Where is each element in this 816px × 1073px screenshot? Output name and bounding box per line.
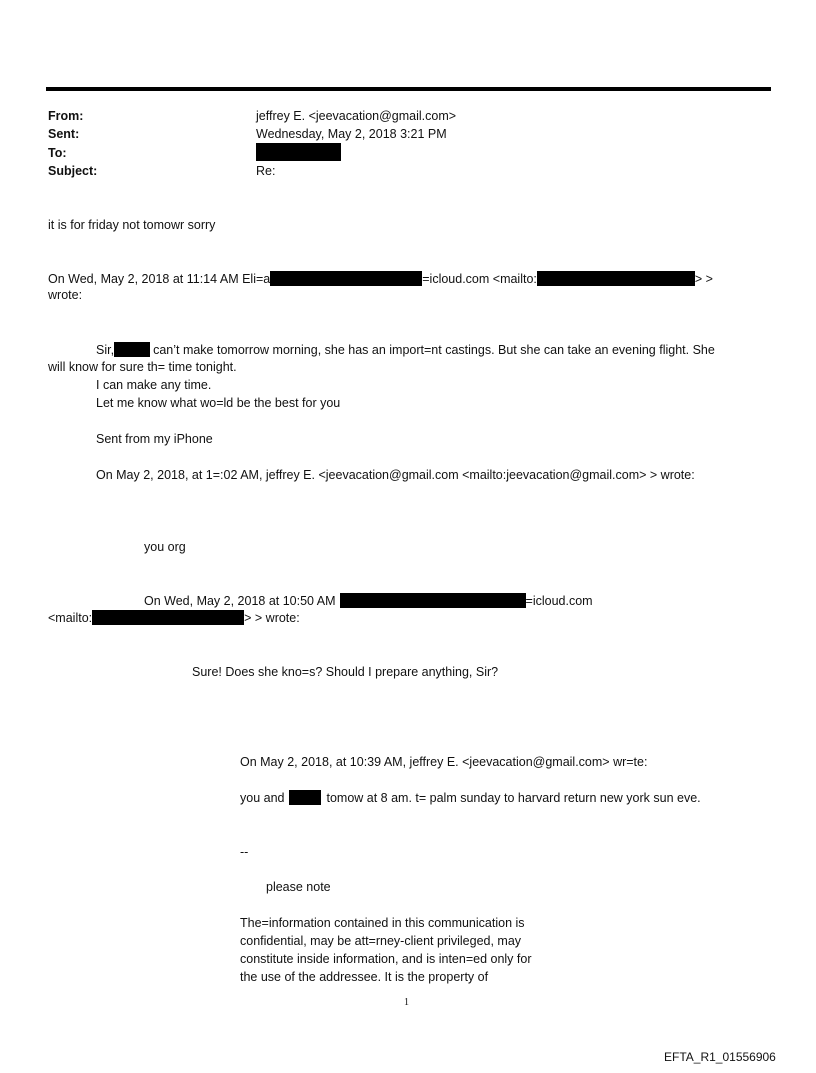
disclaimer-line-3: constitute inside information, and is inten=ed only for [240, 952, 532, 966]
name-redaction [114, 342, 150, 357]
to-redaction [256, 143, 341, 161]
sent-label: Sent: [48, 127, 80, 141]
disclaimer-line-4: the use of the addressee. It is the property of [240, 970, 489, 984]
msg2-rest: can’t make tomorrow morning, she has an import=nt castings. But she can take an evening flight. She [153, 343, 715, 357]
subject-value: Re: [256, 164, 276, 178]
document-id: EFTA_R1_01556906 [664, 1050, 776, 1064]
msg3-line: you org [144, 540, 186, 554]
email-redaction [340, 593, 526, 608]
disclaimer-line-1: The=information contained in this communication is [240, 916, 525, 930]
subject-label: Subject: [48, 164, 98, 178]
msg4-line: Sure! Does she kno=s? Should I prepare anything, Sir? [192, 665, 499, 679]
msg2-sent-from: Sent from my iPhone [96, 432, 213, 446]
header-rule [46, 87, 771, 91]
msg2-line4: Let me know what wo=ld be the best for you [96, 396, 341, 410]
quote1-wrote: wrote: [48, 288, 83, 302]
quote1-close: > > [694, 272, 713, 286]
quote3-icloud: =icloud.com [525, 594, 593, 608]
quote1-prefix: On Wed, May 2, 2018 at 11:14 AM Eli=a [48, 272, 271, 286]
msg5-you-and: you and [240, 791, 285, 805]
reply-line: it is for friday not tomowr sorry [48, 218, 216, 232]
msg2-sir: Sir, [96, 343, 115, 357]
quote3-line [144, 593, 593, 609]
msg2-line1 [96, 342, 715, 358]
quote3-prefix: On Wed, May 2, 2018 at 10:50 AM [144, 594, 336, 608]
disclaimer-line-2: confidential, may be att=rney-client privileged, may [240, 934, 522, 948]
quote3-close: > > wrote: [244, 611, 300, 625]
mailto-redaction [92, 610, 244, 625]
msg2-line2: will know for sure th= time tonight. [48, 360, 237, 374]
email-redaction [270, 271, 422, 286]
to-label: To: [48, 146, 67, 160]
quote3-mailto: <mailto: [48, 611, 93, 625]
quote2-line: On May 2, 2018, at 1=:02 AM, jeffrey E. <jeevacation@gmail.com <mailto:jeevacation@gmail.com> > wrote: [96, 468, 695, 482]
quote1-icloud: =icloud.com <mailto: [422, 272, 537, 286]
signature-note: please note [266, 880, 331, 894]
from-value: jeffrey E. <jeevacation@gmail.com> [256, 109, 457, 123]
page-number: 1 [404, 997, 409, 1008]
quote4-line: On May 2, 2018, at 10:39 AM, jeffrey E. <jeevacation@gmail.com> wr=te: [240, 755, 648, 769]
msg2-line3: I can make any time. [96, 378, 212, 392]
sent-value: Wednesday, May 2, 2018 3:21 PM [256, 127, 447, 141]
quote3-mailto-line [48, 610, 300, 626]
msg5-rest: tomow at 8 am. t= palm sunday to harvard return new york sun eve. [326, 791, 701, 805]
quote1-line [48, 271, 713, 287]
msg5-line [240, 790, 701, 806]
mailto-redaction [537, 271, 695, 286]
signature-dashes: -- [240, 845, 249, 859]
name-redaction [289, 790, 321, 805]
from-label: From: [48, 109, 84, 123]
